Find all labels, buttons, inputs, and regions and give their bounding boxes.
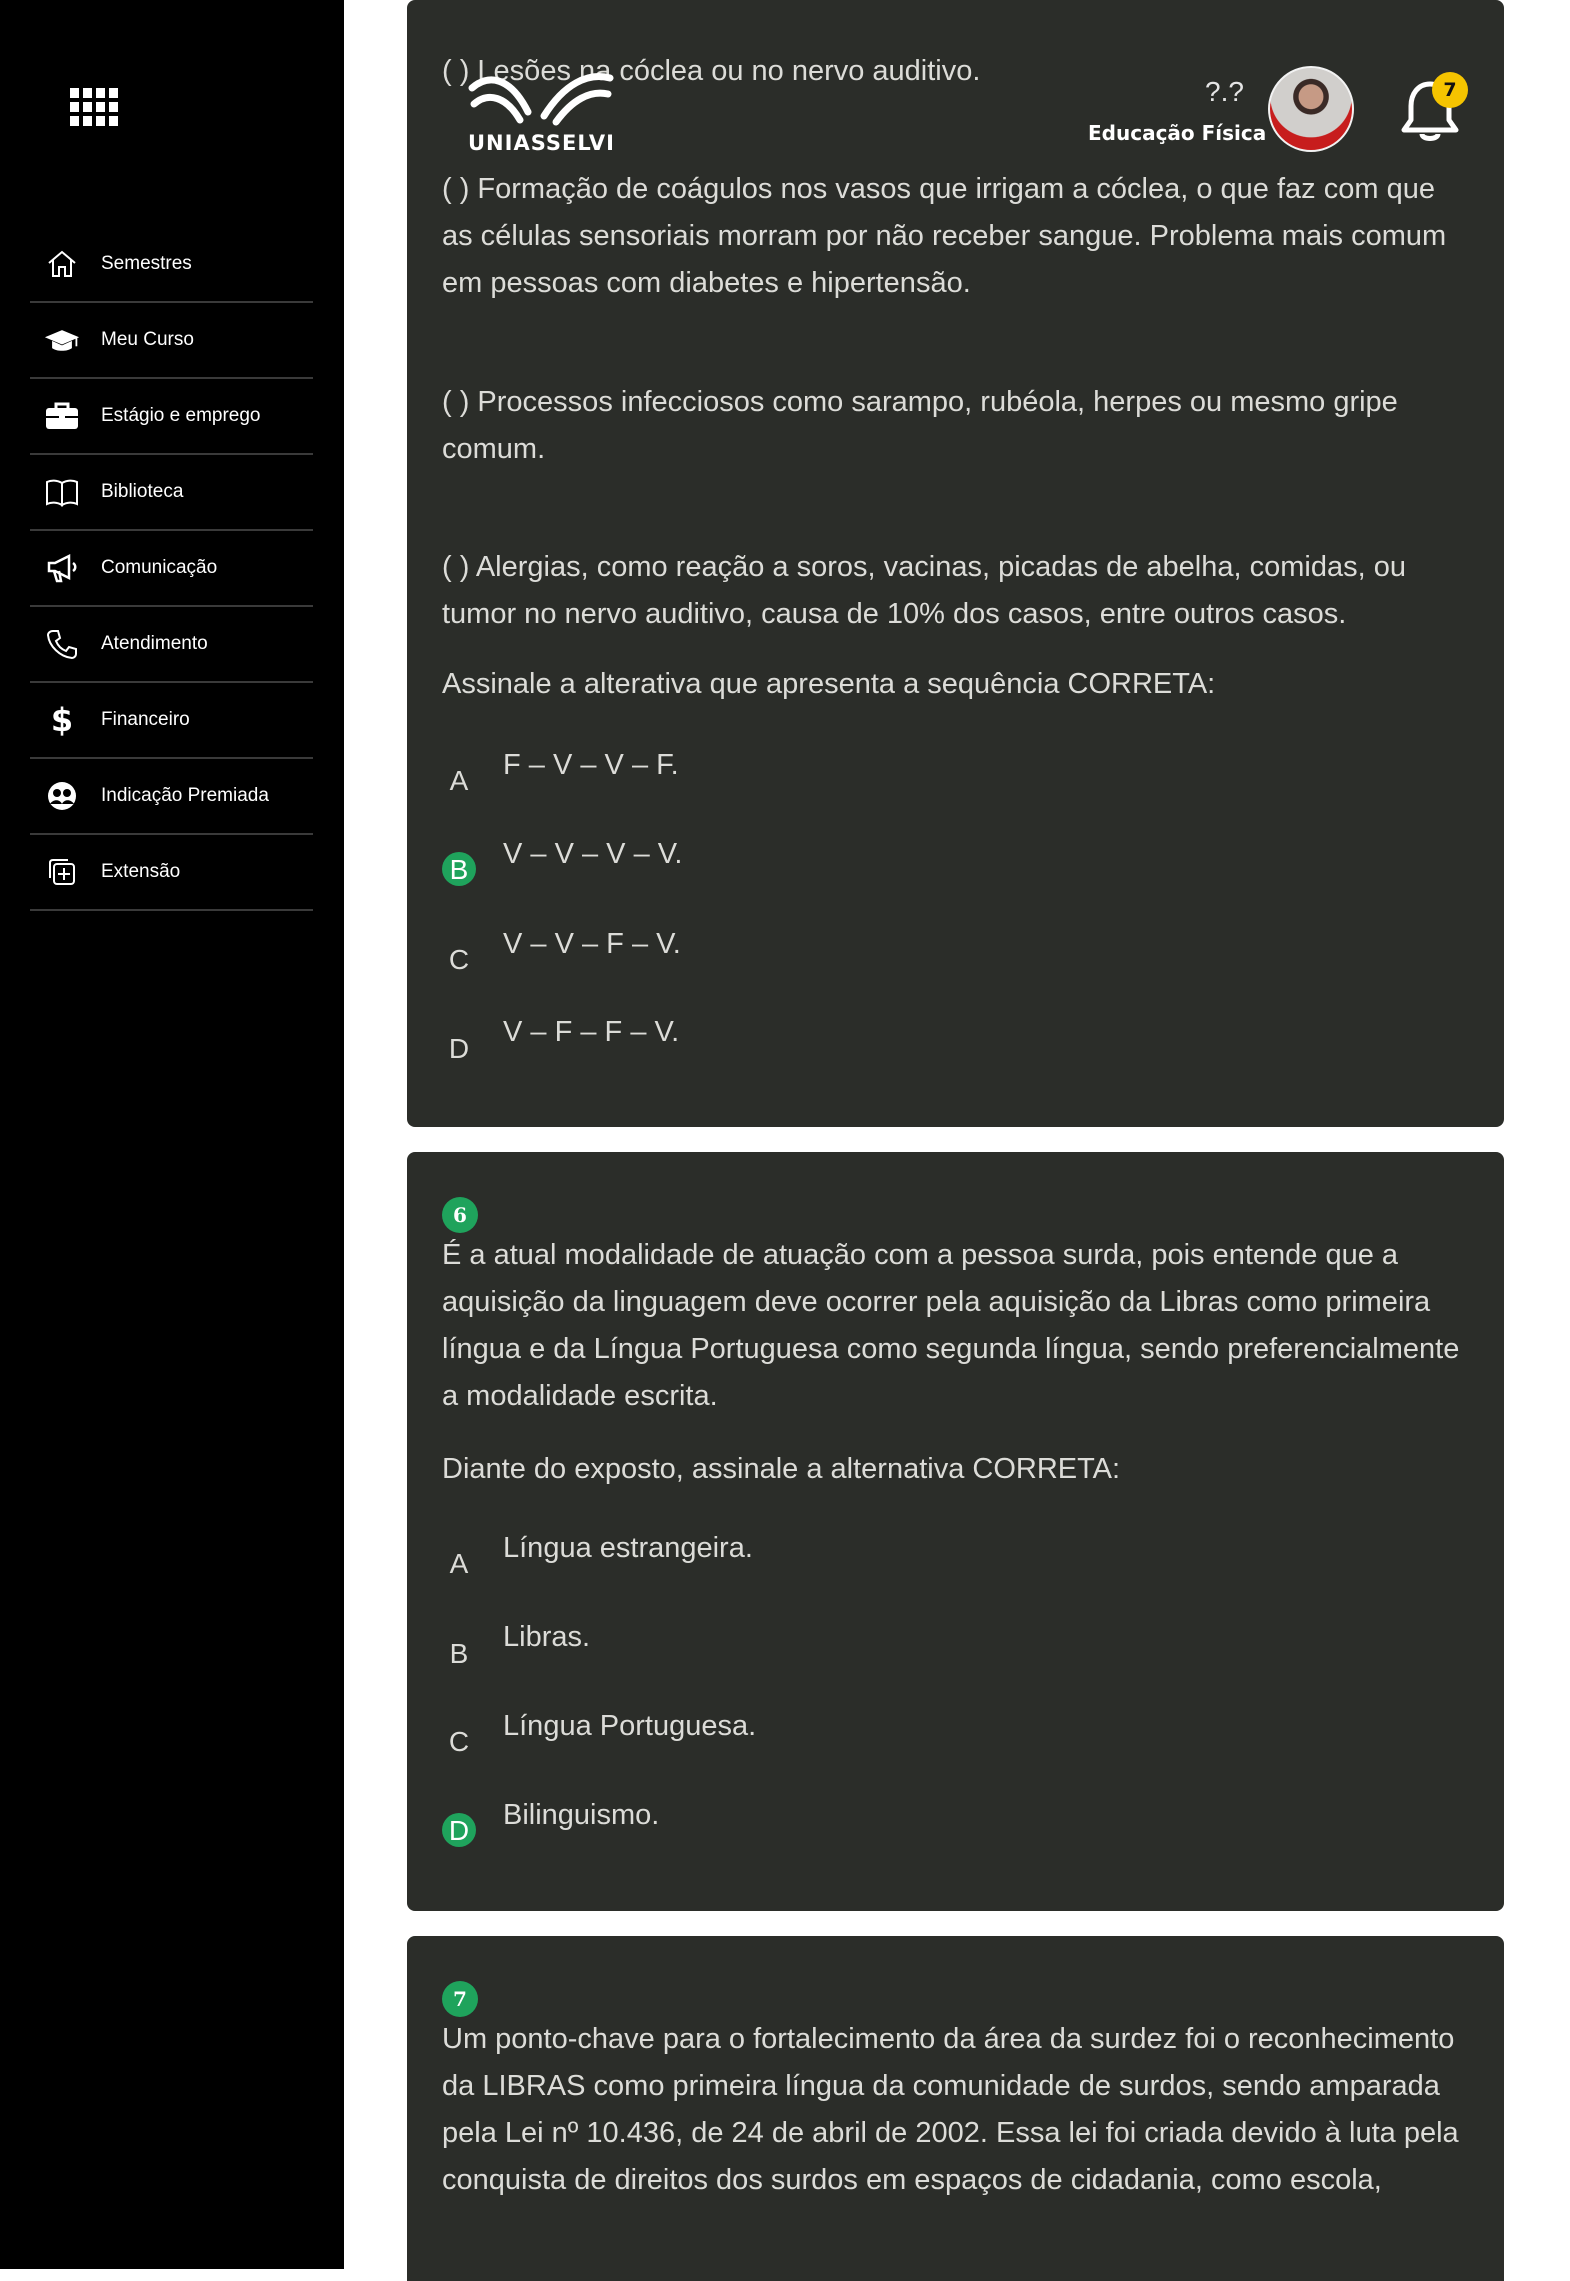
statement-2: ( ) Formação de coágulos nos vasos que irrigam a cóclea, o que faz com que as células sensoriais morram por não receber sangue. Problema mais comum em pessoas com diabetes e hipertensão. [442, 173, 1447, 299]
question-prompt: Assinale a alterativa que apresenta a sequência CORRETA: [442, 668, 1216, 700]
question-card-7 [407, 1936, 1504, 2281]
add-copy-icon [44, 854, 80, 890]
dollar-icon [44, 702, 80, 738]
sidebar-item-label: Atendimento [101, 633, 208, 654]
question-text: É a atual modalidade de atuação com a pessoa surda, pois entende que a aquisição da linguagem deve ocorrer pela aquisição da Libras como primeira língua e da Língua Portuguesa como segunda língua, sendo preferencialmente a modalidade escrita. [442, 1239, 1460, 1412]
sidebar-item-estagio[interactable] [30, 379, 313, 455]
sidebar-item-label: Financeiro [101, 709, 190, 730]
phone-icon [44, 626, 80, 662]
option-letter: C [448, 944, 470, 975]
question-prompt: Diante do exposto, assinale a alternativa CORRETA: [442, 1453, 1121, 1485]
notification-badge: 7 [1432, 72, 1468, 108]
uniasselvi-logo[interactable] [468, 70, 614, 134]
sidebar-item-meu-curso[interactable] [30, 303, 313, 379]
option-text: V – F – F – V. [503, 1016, 680, 1048]
sidebar-item-label: Extensão [101, 861, 181, 882]
graduation-cap-icon [44, 322, 80, 358]
sidebar-nav [30, 227, 313, 911]
question-number: 6 [442, 1197, 478, 1233]
option-letter: C [448, 1726, 470, 1757]
sidebar-item-label: Comunicação [101, 557, 218, 578]
logo-text: UNIASSELVI [468, 131, 615, 155]
sidebar-item-comunicacao[interactable] [30, 531, 313, 607]
option-text: Língua Portuguesa. [503, 1710, 757, 1742]
sidebar-item-label: Estágio e emprego [101, 405, 261, 426]
option-letter: B [449, 1638, 469, 1669]
sidebar-item-label: Indicação Premiada [101, 785, 269, 806]
sidebar-item-label: Semestres [101, 253, 192, 274]
sidebar-item-financeiro[interactable] [30, 683, 313, 759]
home-icon [44, 246, 80, 282]
option-text: Língua estrangeira. [503, 1532, 753, 1564]
user-name: ?.? [1205, 76, 1244, 107]
sidebar-item-label: Meu Curso [101, 329, 194, 350]
user-course: Educação Física [1088, 121, 1267, 145]
main-content [344, 0, 1570, 2269]
option-text: Bilinguismo. [503, 1799, 660, 1831]
option-letter-selected: B [442, 852, 476, 886]
question-card-5 [407, 0, 1504, 1127]
option-text: F – V – V – F. [503, 749, 679, 781]
people-icon [44, 778, 80, 814]
sidebar-item-indicacao[interactable] [30, 759, 313, 835]
option-letter: D [448, 1033, 470, 1064]
question-text: Um ponto-chave para o fortalecimento da área da surdez foi o reconhecimento da LIBRAS como primeira língua da comunidade de surdos, sendo amparada pela Lei nº 10.436, de 24 de abril de 2002. Essa lei foi criada devido à luta pela conquista de direitos dos surdos em espaços de cidadania, como escola, [442, 2023, 1459, 2196]
apps-grid-icon[interactable] [70, 88, 118, 128]
sidebar-item-biblioteca[interactable] [30, 455, 313, 531]
sidebar [0, 0, 344, 2269]
option-letter: A [449, 1548, 469, 1579]
option-letter-selected: D [442, 1813, 476, 1847]
option-text: Libras. [503, 1621, 591, 1653]
option-text: V – V – F – V. [503, 928, 681, 960]
statement-1: ( ) Lesões na cóclea ou no nervo auditivo. [442, 55, 981, 87]
option-letter: A [449, 765, 469, 796]
question-number: 7 [442, 1981, 478, 2017]
sidebar-item-semestres[interactable] [30, 227, 313, 303]
statement-4: ( ) Alergias, como reação a soros, vacinas, picadas de abelha, comidas, ou tumor no nervo auditivo, causa de 10% dos casos, entre outros casos. [442, 551, 1406, 630]
statement-3: ( ) Processos infecciosos como sarampo, rubéola, herpes ou mesmo gripe comum. [442, 386, 1398, 465]
avatar[interactable] [1268, 66, 1354, 152]
option-text: V – V – V – V. [503, 838, 683, 870]
question-card-6 [407, 1152, 1504, 1911]
sidebar-item-label: Biblioteca [101, 481, 184, 502]
sidebar-item-extensao[interactable] [30, 835, 313, 911]
briefcase-icon [44, 398, 80, 434]
sidebar-item-atendimento[interactable] [30, 607, 313, 683]
megaphone-icon [44, 550, 80, 586]
book-icon [44, 474, 80, 510]
svg-text:$: $ [50, 702, 74, 738]
